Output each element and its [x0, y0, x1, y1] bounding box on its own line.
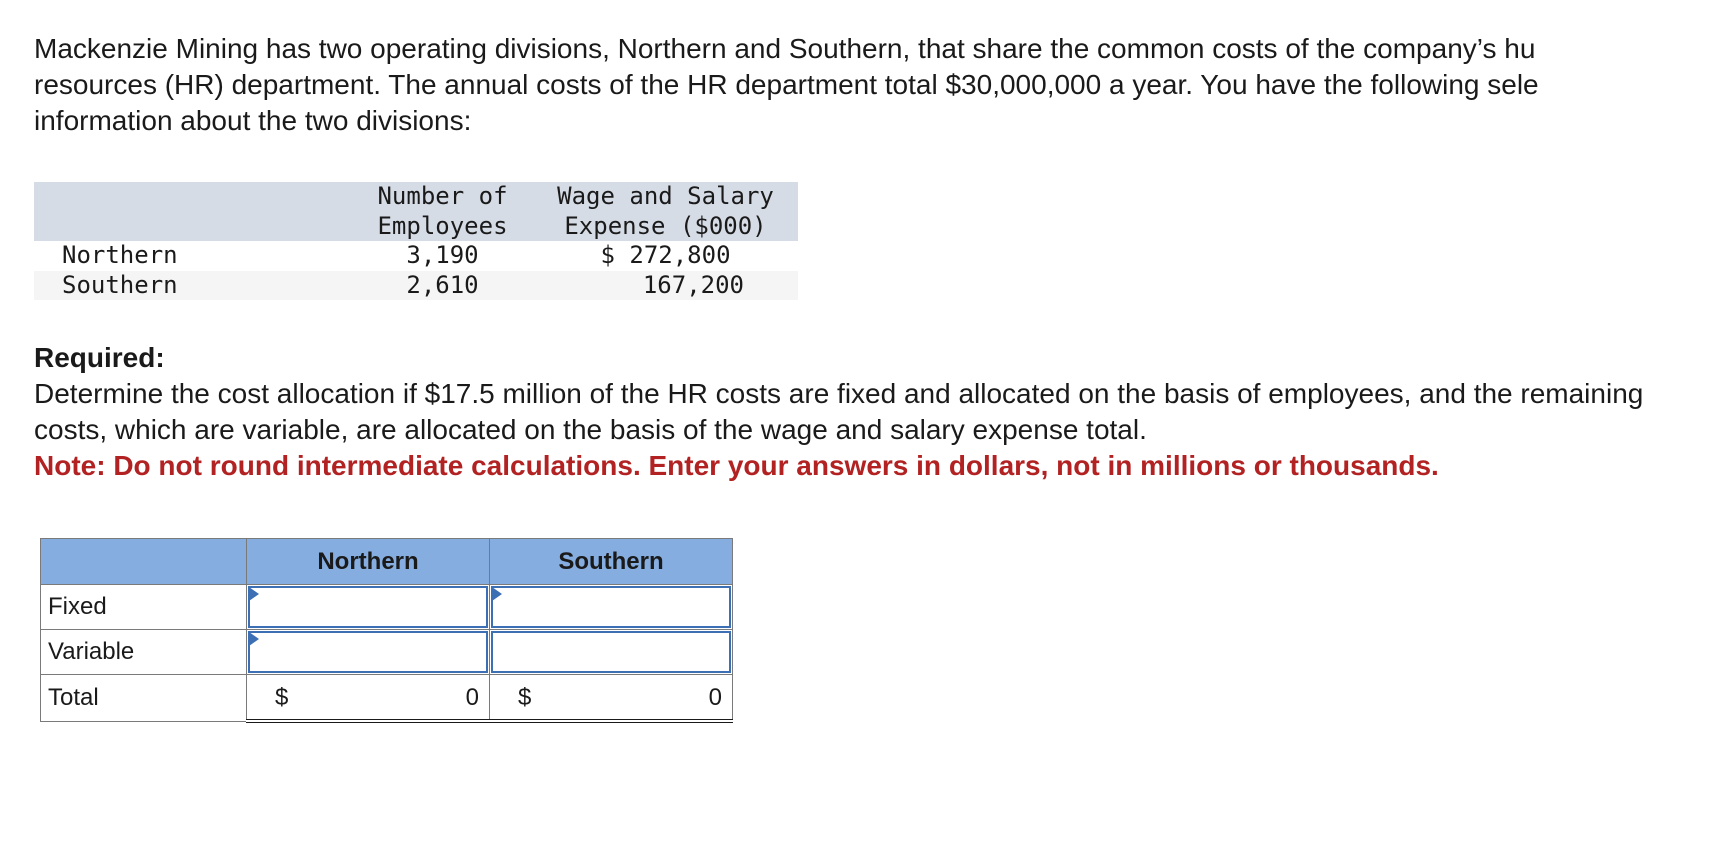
- division-info-table: [34, 182, 798, 300]
- total-southern-cell: [490, 675, 733, 722]
- answer-header-row: [41, 539, 733, 585]
- info-row-northern: [34, 241, 798, 271]
- total-southern-value: 0: [708, 684, 722, 711]
- currency-symbol: $: [275, 684, 289, 711]
- input-flag-icon: [249, 587, 259, 601]
- wage-header: [533, 182, 798, 241]
- info-division-label: Southern: [34, 271, 352, 301]
- total-row: [41, 675, 733, 722]
- fixed-southern-input[interactable]: [490, 585, 733, 630]
- cost-allocation-table: [40, 538, 733, 723]
- intro-line-3: information about the two divisions:: [34, 105, 472, 136]
- wage-header-line2: Expense ($000): [564, 211, 767, 240]
- required-section: [34, 340, 1714, 484]
- northern-column-header: Northern: [247, 539, 490, 585]
- problem-intro: [34, 31, 1720, 139]
- total-northern-cell: [247, 675, 490, 722]
- required-note: Note: Do not round intermediate calculations. Enter your answers in dollars, not in millions or thousands.: [34, 450, 1439, 481]
- info-division-label: Northern: [34, 241, 352, 271]
- info-wage-value: $ 272,800: [533, 241, 798, 271]
- fixed-row-label: Fixed: [41, 585, 247, 630]
- employees-header-line1: Number of: [377, 182, 508, 210]
- variable-southern-input[interactable]: [490, 630, 733, 675]
- required-title: Required:: [34, 342, 165, 373]
- intro-line-2: resources (HR) department. The annual costs of the HR department total $30,000,000 a year. You have the following sele: [34, 69, 1539, 100]
- info-header-blank: [34, 182, 352, 241]
- input-box[interactable]: [248, 631, 488, 673]
- variable-northern-input[interactable]: [247, 630, 490, 675]
- employees-header-line2: Employees: [377, 211, 508, 240]
- total-row-label: Total: [41, 675, 247, 722]
- info-employees-value: 2,610: [352, 271, 533, 301]
- input-box[interactable]: [248, 586, 488, 628]
- wage-header-line1: Wage and Salary: [557, 182, 774, 210]
- intro-line-1: Mackenzie Mining has two operating divisions, Northern and Southern, that share the common costs of the company’s hu: [34, 33, 1536, 64]
- fixed-northern-input[interactable]: [247, 585, 490, 630]
- info-table-header-row: [34, 182, 798, 241]
- currency-symbol: $: [518, 684, 532, 711]
- answer-header-blank: [41, 539, 247, 585]
- info-row-southern: [34, 271, 798, 301]
- info-employees-value: 3,190: [352, 241, 533, 271]
- input-flag-icon: [249, 632, 259, 646]
- info-wage-value: 167,200: [533, 271, 798, 301]
- variable-row: [41, 630, 733, 675]
- fixed-row: [41, 585, 733, 630]
- variable-row-label: Variable: [41, 630, 247, 675]
- input-box[interactable]: [491, 586, 731, 628]
- total-northern-value: 0: [465, 684, 479, 711]
- southern-column-header: Southern: [490, 539, 733, 585]
- required-text: Determine the cost allocation if $17.5 million of the HR costs are fixed and allocated on the basis of employees, and the remaining costs, which are variable, are allocated on the basis of the wage and salary expense total.: [34, 378, 1644, 445]
- input-box[interactable]: [491, 631, 731, 673]
- employees-header: [352, 182, 533, 241]
- input-flag-icon: [492, 587, 502, 601]
